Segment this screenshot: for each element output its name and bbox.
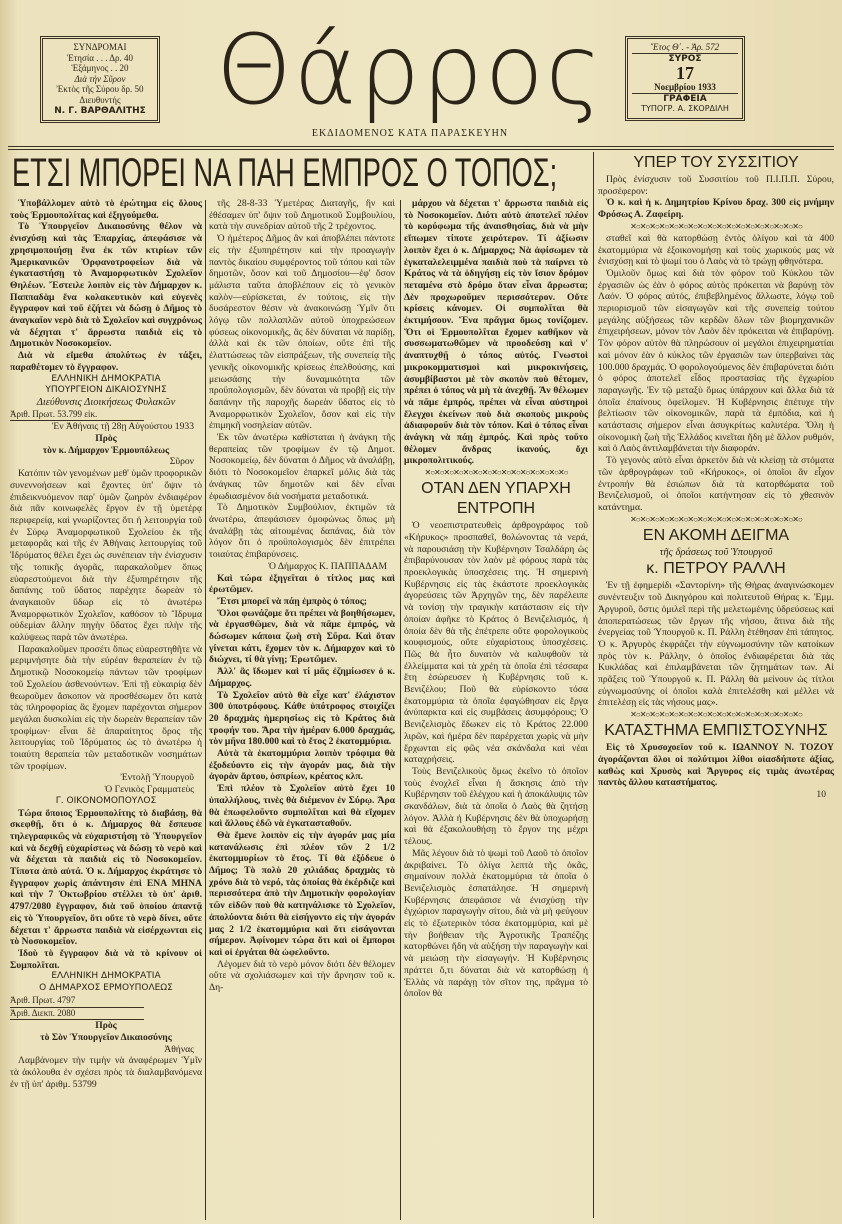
ornamental-divider: ✕○✕○✕○✕○✕○✕○✕○✕○✕○✕○✕○✕○✕○✕○✕○✕○✕○✕○ [630,710,802,720]
right-aligned-line: 10 [816,788,826,800]
column-divider [400,200,401,1220]
section-heading: κ. ΠΕΤΡΟΥ ΡΑΛΛΗ [646,560,786,578]
director-name: Ν. Γ. ΒΑΡΘΑΛΙΤΗΣ [54,106,146,116]
section-heading: ΚΑΤΑΣΤΗΜΑ ΕΜΠΙΣΤΟΣΥΝΗΣ [604,722,828,740]
offices-address: ΤΥΠΟΓΡ. Α. ΣΚΟΡΔΙΛΗ [641,104,729,113]
column-4 [598,152,834,801]
article-paragraph: τῆς 28-8-33 Ὑμετέρας Διαταγῆς, ἣν καὶ ἐθέσαμεν ὑπ' ὄψιν τοῦ Δημοτικοῦ Συμβουλίου, κατὰ τὴν συνεδρίαν αὐτοῦ τῆς 2 τρέχοντος. [209,198,395,233]
issue-month-year: Νοεμβρίου 1933 [632,82,738,94]
article-paragraph: Ὁ ἡμέτερος Δῆμος ἂν καὶ ἀποβλέπει πάντοτε εἰς τὴν ἐξυπηρέτησιν καὶ τὴν προαγωγὴν παντὸς δικαίου συμφέροντος τοῦ τόπου καὶ τῶν δημοτῶν, ὅσον καὶ τοῦ Δημοσίου—ἐφ' ὅσον μάλιστα ταῦτα ἀποβλέπουν εἰς τὸ γενικὸν καλὸν—εὑρίσκεται, ἐν τούτοις, εἰς τὴν δυσάρεστον θέσιν νὰ ἀνακοινώσῃ Ὑμῖν ὅτι λόγῳ τῶν πολλαπλῶν αὐτοῦ ὑποχρεώσεων φύσεως οἰκονομικῆς, ἃς δὲν δύναται νὰ παρίδῃ, ἀλλὰ καὶ ἐκ τῶν ὁποίων, οὔτε ἐπὶ τῆς ἐλαττώσεως τῶν εἰσπράξεων, τῆς συνεπείᾳ τῆς γενικῆς οἰκονομικῆς κρίσεως ἐπελθούσης, καὶ μειωσάσης τὴν δυναμικότητα τῶν προϋπολογισμῶν, δὲν δύναται νὰ προβῇ εἰς τὴν δαπάνην τῆς παροχῆς δωρεὰν ὕδατος εἰς τὸ Ἀναμορφωτικὸν Σχολεῖον, ὅσον καὶ εἰς τὴν ἐπιμηκῆ νοσηλείαν αὐτῶν. [209,233,395,432]
centered-line: ΕΛΛΗΝΙΚΗ ΔΗΜΟΚΡΑΤΙΑ [51,373,161,384]
section-heading: ΕΝ ΑΚΟΜΗ ΔΕΙΓΜΑ [642,526,790,544]
offices-label: ΓΡΑΦΕΙΑ [663,93,707,104]
right-aligned-line: Ἀθήνας [164,1043,194,1055]
main-headline: ΕΤΣΙ ΜΠΟΡΕΙ ΝΑ ΠΑΗ ΕΜΠΡΟΣ Ο ΤΟΠΟΣ; [12,151,558,195]
year-issue-number: Ἔτος Θ΄. - Ἀρ. 572 [632,42,738,54]
centered-bold-line: Πρὸς [95,1020,117,1032]
director-label: Διευθυντής [79,94,121,105]
subscriptions-heading: ΣΥΝΔΡΟΜΑΙ [73,42,127,52]
article-paragraph-bold: Τὸ Ὑπουργεῖον Δικαιοσύνης θέλον νὰ ἐνισχύσῃ καὶ τὰς Ἐπαρχίας, ἀπεφάσισε νὰ χρησιμοποιήσῃ ἕνα ἐκ τῶν κτιρίων τῶν Ἀμερικανικῶν Ὀρφανοτροφείων διὰ νὰ ἐγκαταστήσῃ τὸ Ἀναμορφωτικὸν Σχολεῖον Θηλέων. Ἔστειλε λοιπὸν εἰς τὸν Δήμαρχον κ. Παππαδὰμ ἕνα κολακευτικὸν καὶ εὐγενὲς ἔγγραφον καὶ τοῦ ἐζήτει νὰ δώσῃ ὁ Δῆμος τὸ ἀναγκαῖον νερὸ διὰ τὸ Σχολεῖον καὶ συγχρόνως νὰ δέχηται τ' ἄρρωστα παιδιὰ εἰς τὸ Δημοτικὸν Νοσοκομεῖον. [10,221,202,350]
article-paragraph: Τοὺς Βενιζελικοὺς ὅμως ἐκεῖνο τὸ ὁποῖον τοὺς ἐνοχλεῖ εἶναι ἡ ἄσκησις ἀπὸ τὴν Κυβέρνησιν τοῦ ἐλέγχου καὶ ἡ ἀποκάλυψις τῶν σκανδάλων, διὰ τὰ ὁποῖα ὁ Λαὸς θὰ ζητήσῃ λόγον. Ἀλλὰ ἡ Κυβέρνησις δὲν θὰ ὑποχωρήσῃ καὶ θὰ ἐξακολουθήσῃ τὸ ἔργον της μέχρι τέλους. [404,765,588,848]
right-aligned-line: Ὁ Γενικὸς Γραμματεὺς [104,784,194,796]
price-yearly: Ἐτησία . . . Δρ. 40 [66,52,134,63]
column-divider [593,152,594,1218]
price-half-year: Ἑξάμηνος . . 20 [71,63,129,73]
article-paragraph: Μᾶς λέγουν διὰ τὸ ψωμὶ τοῦ Λαοῦ τὸ ὁποῖον ἀκριβαίνει. Τὸ ὀλίγα λεπτὰ τῆς ὀκᾶς, σημαίνουν πολλὰ ἑκατομμύρια τὰ ὁποῖα ὁ Βενιζελισμὸς ἐσπατάλησε. Ἡ σημερινὴ Κυβέρνησις ἀπεφάσισε νὰ ἐνισχύσῃ τὴν ἐγχώριον παραγωγὴν σίτου, διὰ νὰ μὴ φεύγουν εἰς τὸ ἐξωτερικὸν τόσα ἑκατομμύρια, καὶ μὲ τὴν βοήθειαν τῆς Ἀγροτικῆς Τραπέζης κατορθώνει ἤδη νὰ αὐξήσῃ τὴν παραγωγὴν καὶ νὰ μειώσῃ τὴν εἰσαγωγήν. Ἡ Κυβέρνησις πράττει ὅ,τι δύναται διὰ νὰ κατορθώσῃ ἡ Ἑλλὰς νὰ παράγῃ τὸν σῖτον της, πρᾶγμα τὸ ὁποῖον θὰ [404,847,588,1000]
section-heading: ΥΠΕΡ ΤΟΥ ΣΥΣΣΙΤΙΟΥ [633,154,799,171]
ornamental-divider: ✕○✕○✕○✕○✕○✕○✕○✕○✕○✕○✕○✕○✕○✕○✕○ [424,468,568,478]
section-heading: ΟΤΑΝ ΔΕΝ ΥΠΑΡΧΗ ΕΝΤΡΟΠΗ [421,480,571,518]
article-paragraph-bold: Ἰδοὺ τὸ ἔγγραφον διὰ νὰ τὸ κρίνουν οἱ Συμπολῖται. [10,948,202,971]
right-aligned-line: Ἐντολῇ Ὑπουργοῦ [120,772,194,784]
issue-place: ΣΥΡΟΣ [668,53,702,64]
article-paragraph: Λαμβάνομεν τὴν τιμὴν νὰ ἀναφέρωμεν Ὑμῖν τὰ ἀκόλουθα ἐν σχέσει πρὸς τὰ διαλαμβανόμενα ἐν τῇ ὑπ' ἀριθμ. 53799 [10,1055,202,1090]
section-subheading: τῆς δράσεως τοῦ Ὑπουργοῦ [659,546,773,558]
article-paragraph: Ὁ νεοεπιστρατευθεὶς ἀρθρογράφος τοῦ «Κήρυκος» προσπαθεῖ, θολώνοντας τὰ νερά, νὰ παρουσιάσῃ τὴν Κυβέρνησιν Τσαλδάρη ὡς ἐπιβαρύνουσαν τὸν λαὸν μὲ φόρους παρὰ τὰς προεκλογικὰς ὑποσχέσεις της. Ἡ σημερινὴ Κυβέρνησις εἰς τὰς ἑκάστοτε προεκλογικὰς ἀγορεύσεις τῶν Ἀρχηγῶν της, δὲν παρέλειπε νὰ τονίσῃ τὴν τραγικὴν κατάστασιν εἰς τὴν ὁποίαν ἀφῆκε τὸ Κράτος ὁ Βενιζελισμός, ἡ ὁποία δὲν θὰ τῆς ἐπέτρεπε οὔτε φορολογικοὺς κουφισμούς, οὔτε εὐχαρίστους ὑποσχέσεις. Πῶς θὰ ἦτο δυνατὸν νὰ καλυφθοῦν τὰ ἐλλείμματα καὶ τὰ χρέη τὰ ὁποῖα ἐπὶ τέσσαρα ἔτη ἐσώρευσεν ἡ Κυβέρνησις τοῦ κ. Βενιζέλου; Ποῦ θὰ εὑρίσκοντο τόσα ἑκατομμύρια τὰ ὁποῖα ἐφαγώθησαν εἰς ἔργα ἀνύπαρκτα καὶ εἰς συμβάσεις ἀσυμφόρους; Ὁ Βενιζελισμὸς ἔδωκεν εἰς τὸ Κράτος 22.000 λιρῶν, καὶ ἡμέρα δὲν παρέρχεται χωρὶς νὰ μὴν ἔρχωνται εἰς φῶς νέα σκάνδαλα καὶ νέαι καταχρήσεις. [404,520,588,766]
section-subheading: Διεύθυνσις Διοικήσεως Φυλακῶν [36,396,176,408]
reference-number: Ἀριθ. Πρωτ. 53.799 εἰκ. [10,409,144,422]
article-paragraph-bold: Καὶ τώρα ἐξηγεῖται ὁ τίτλος μας καὶ ἐρωτῶμεν. [209,572,395,596]
article-paragraph: Παρακαλοῦμεν προσέτι ὅπως εὐαρεστηθῆτε νὰ μεριμνήσητε διὰ τὴν εὐρέαν θεραπείαν ἐν τῷ Δημοτικῷ Νοσοκομείῳ πάντων τῶν τροφίμων τοῦ Σχολείου ἀσθενούντων. Ἐπὶ τῇ εὐκαιρίᾳ δὲν θεωροῦμεν ἄσκοπον νὰ προσθέσωμεν ὅτι κατὰ τὰς πληροφορίας ἃς ἔχομεν παρέχονται σήμερον μεγάλαι δυσκολίαι εἰς τὴν δωρεὰν θεραπείαν τῶν τροφίμων· εἶναι δὲ ἀπαραίτητος ὅρος τῆς λειτουργίας τοῦ Ἱδρύματος ὡς τὸ ἀνωτέρω ἡ τοιαύτη θεραπεία τῶν μεταδοτικῶν νοσημάτων τῶν τροφίμων. [10,643,202,772]
centered-bold-line: Πρὸς [95,433,117,445]
price-outside: Ἐκτὸς τῆς Σύρου δρ. 50 [56,84,144,94]
article-paragraph: Τὸ γεγονὸς αὐτὸ εἶναι ἀρκετὸν διὰ νὰ κλείσῃ τὰ στόματα τῶν ἀρθρογράφων τοῦ «Κήρυκος», οἱ ὁποῖοι ἂν εἶχον ἐντροπήν θὰ ἐσιώπων διὰ τὰ κατορθώματα τοῦ Βενιζελισμοῦ, οἱ ὁποῖοι κατήντησαν εἰς τὸ χθεσινὸν κατάντημα. [598,455,834,513]
reference-number: Ἀριθ. Πρωτ. 4797 [10,995,144,1008]
article-paragraph: Ἐν τῇ ἐφημερίδι «Σαντορίνη» τῆς Θήρας ἀναγινώσκομεν συνέντευξιν τοῦ Δικηγόρου καὶ πολιτευτοῦ Θήρας κ. Ἐμμ. Ἀργυροῦ, ὅστις ὁμιλεῖ περὶ τῆς μελετωμένης ὑδρεύσεως καὶ ἀποπερατώσεως τῶν ἔργων τῆς νήσου, ἅτινα διὰ τῆς ἐνεργείας τοῦ Ὑπουργοῦ κ. Π. Ράλλη ἐτέθησαν ἐπὶ τάπητος. Ὁ κ. Ἀργυρὸς ἐκφράζει τὴν εὐγνωμοσύνην τῶν κατοίκων πρὸς τὸν κ. Ράλλην, ὁ ὁποῖος ἐνδιαφέρεται διὰ τὰς Κυκλάδας καὶ ἐπιλαμβάνεται τῶν ζητημάτων των. Αἱ πρᾶξεις τοῦ Ὑπουργοῦ κ. Π. Ράλλη θὰ μείνουν ὡς τίτλοι εὐγνωμοσύνης οἱ ὁποῖοι καλὰ ἐπιτελέσθη καὶ μέλλει νὰ ἐπιτελέσῃ εἰς τὰς νήσους μας». [598,580,834,709]
newspaper-subtitle: ΕΚΔΙΔΟΜΕΝΟΣ ΚΑΤΑ ΠΑΡΑΣΚΕΥΗΝ [311,128,509,139]
centered-line: ΕΛΛΗΝΙΚΗ ΔΗΜΟΚΡΑΤΙΑ [51,971,161,982]
article-paragraph-bold: Ὑποβάλλομεν αὐτὸ τὸ ἐρώτημα εἰς ὅλους τοὺς Ἑρμουπολίτας καὶ ἐξηγούμεθα. [10,198,202,221]
article-paragraph: Τὸ Δημοτικὸν Συμβούλιον, ἐκτιμῶν τὰ ἀνωτέρω, ἀπεφάσισεν ὁμοφώνως ὅπως μὴ ἀναλάβῃ τὰς αἰτουμένας δαπάνας, διὰ τὸν λόγον ὅτι ὁ προϋπολογισμὸς δὲν ἐπιτρέπει τοιαύτας ἐπιβαρύνσεις. [209,502,395,561]
issue-box [625,36,745,121]
article-paragraph-bold: Ἐπὶ πλέον τὸ Σχολεῖον αὐτὸ ἔχει 10 ὑπαλλήλους, τινὲς θὰ διέμενον ἐν Σύρῳ. Ἄρα θὰ ἐπωφελοῦντο συμπολῖται καὶ θὰ εἴχομεν καὶ ἄλλους ἐδῶ νὰ ἐγκατασταθοῦν. [209,783,395,830]
reference-number: Ἀριθ. Διεκπ. 2080 [10,1008,144,1021]
column-3 [404,198,588,1000]
right-aligned-line: Ἐν Ἀθήναις τῇ 28ῃ Αὐγούστου 1933 [52,421,194,433]
article-paragraph-bold: Τὸ Σχολεῖον αὐτὸ θὰ εἶχε κατ' ἐλάχιστον 300 ὑποτρόφους. Κάθε ὑπότροφος στοιχίζει 20 δραχμὰς ἡμερησίως εἰς τὸ Κράτος διὰ τροφήν του. Ἄρα τὴν ἡμέραν 6.000 δραχμάς, τὸν μῆνα 180.000 καὶ τὸ ἔτος 2 ἑκατομμύρια. [209,689,395,748]
ornamental-divider: ✕○✕○✕○✕○✕○✕○✕○✕○✕○✕○✕○✕○✕○✕○✕○✕○✕○✕○ [630,221,802,231]
issue-day: 17 [676,63,694,83]
article-paragraph-bold: Θὰ ἔμενε λοιπὸν εἰς τὴν ἀγοράν μας μία κατανάλωσις ἐπὶ πλέον τῶν 2 1/2 ἑκατομμυρίων τὸ ἔτος. Τί θὰ ἐξόδευε ὁ Δῆμος; Τὸ πολὺ 20 χιλιάδας δραχμὰς τὸ χρόνο διὰ τὸ νερό, τὰς ὁποίας θὰ ἐκέρδιζε καὶ περισσότερα ἀπὸ τὴν Δημοτικὴν φορολογίαν τῶν εἰδῶν ποὺ θὰ κατηνάλισκε τὸ Σχολεῖον, ἀπολύοντα διότι θὰ εἰσήγοντο εἰς τὴν ἀγοράν μας 2 1/2 ἑκατομμύρια καὶ ὅτι εἰσάγονται σήμερον. Ἀφίνομεν τώρα ὅτι καὶ οἱ ἔμποροι καὶ οἱ ἐργάται θὰ ὠφελοῦντο. [209,829,395,958]
article-paragraph-bold: Εἰς τὸ Χρυσοχοεῖον τοῦ κ. ΙΩΑΝΝΟΥ Ν. ΤΟΖΟΥ ἀγοράζονται ὅλοι οἱ πολύτιμοι λίθοι οἱασδήποτε ἀξίας, καθὼς καὶ Χρυσὸς καὶ Ἄργυρος εἰς τιμὰς ἀνωτέρας παντὸς ἄλλου καταστήματος. [598,742,834,789]
column-2 [209,198,395,994]
article-paragraph: Ἐκ τῶν ἀνωτέρω καθίσταται ἡ ἀνάγκη τῆς θεραπείας τῶν τροφίμων ἐν τῷ Δημοτ. Νοσοκομείῳ, δὲν δύναται ὁ Δῆμος νὰ ἀναλάβῃ, διότι τὸ Νοσοκομεῖον ἐπαρκεῖ μόλις διὰ τὰς ἀνάγκας τῶν δημοτῶν καὶ δὲν εἶναι ἐφωδιασμένον διὰ νοσήματα μεταδοτικά. [209,432,395,502]
masthead-rule [8,146,834,150]
newspaper-title: Θάρρος [216,14,604,126]
centered-line: Γ. ΟΙΚΟΝΟΜΟΠΟΥΛΟΣ [55,795,157,806]
subscriptions-box [40,36,160,123]
ornamental-divider: ✕○✕○✕○✕○✕○✕○✕○✕○✕○✕○✕○✕○✕○✕○✕○✕○✕○✕○ [630,514,802,524]
centered-line: Ο ΔΗΜΑΡΧΟΣ ΕΡΜΟΥΠΟΛΕΩΣ [39,983,173,994]
article-paragraph-bold: Διὰ νὰ εἴμεθα ἀπολύτως ἐν τάξει, παραθέτομεν τὸ ἔγγραφον. [10,350,202,373]
article-paragraph-bold: Αὐτὰ τὰ ἑκατομμύρια λοιπὸν τρόφιμα θὰ ἐξοδεύοντο εἰς τὴν ἀγοράν μας, διὰ τὴν ἀγορὰν ἄρτου, ὀσπρίων, κρέατος κλπ. [209,748,395,783]
article-paragraph: Κατόπιν τῶν γενομένων μεθ' ὑμῶν προφορικῶν συνεννοήσεων καὶ ἔχοντες ὑπ' ὄψιν τὸ ἐπιδεικνυόμενον παρ' ὑμῶν ζωηρὸν ἐνδιαφέρον διὰ πᾶν κοινωφελὲς ἔργον ἐν τῇ ὑμετέρᾳ περιφερείᾳ, καὶ γνωρίζοντες ὅτι ἡ λειτουργία τοῦ ἐν Σύρῳ Ἀναμορφωτικοῦ Σχολείου ἐκ τῆς μεταφορᾶς καὶ τῆς ἐν Ἀθήναις λειτουργίας τοῦ Ἱδρύματος θέλει ἔχει ὡς συνέπειαν τὴν ἐνίσχυσιν τῆς τοπικῆς ἀγορᾶς, παρακαλοῦμεν ὅπως εὐαρεστούμενοι διὰ τὴν ἐξυπηρέτησιν τῆς δαπάνης τοῦ ὕδατος παρέχητε δωρεὰν τὸ ἀναγκαιοῦν ὕδωρ εἰς τὸ ἀνωτέρω Ἀναμορφωτικὸν Σχολεῖον, καθόσον τὸ Ἵδρυμα οὐδεμίαν ἄλλην πηγὴν ὕδατος ἔχει πλὴν τῆς καλύψεως παρὰ τῶν ἀνωτέρω. [10,468,202,644]
article-paragraph: Ὁμιλοῦν ὅμως καὶ διὰ τὸν φόρον τοῦ Κύκλου τῶν ἐργασιῶν ὡς ἐὰν ὁ φόρος αὐτὸς πρόκειται νὰ βαρύνῃ τὸν Λαόν. Ὁ φόρος αὐτός, ἐπιβεβλημένος ἄλλωστε, λόγῳ τοῦ περιορισμοῦ τῶν εἰσαγωγῶν καὶ τῆς συνεπείᾳ τούτου μεγάλης αὐξήσεως τῶν κερδῶν ὅλων τῶν βιομηχανικῶν ἐπιχειρήσεων, μόνον τὸν Λαὸν δὲν πρόκειται νὰ ἐπιβαρύνῃ. Τὸν φόρον αὐτὸν θὰ πληρώσουν οἱ μεγάλοι ἐπιχειρηματίαι καὶ μόνον ἐὰν ὁ κύκλος τῶν ἐργασιῶν των ὑπερβαίνει τὰς 100.000 δραχμάς. Ὁ φορολογούμενος δὲν ἐπιβαρύνεται διότι ὁ φόρος ἀποτελεῖ εἶδος προστασίας τῆς ἐγχωρίου παραγωγῆς. Ἐν τῷ μεταξὺ ὅμως ὑπάρχουν καὶ ἄλλα διὰ τὰ ὁποῖα ἐπαίνους ὀφείλομεν. Ἡ Κυβέρνησις ἐπέτυχε τὴν βελτίωσιν τῶν οἰκονομικῶν, παρὰ τὰ ἐμπόδια, καὶ ἡ κατάστασις σήμερον εἶναι ἀσυγκρίτως καλυτέρα. Ὅλη ἡ οἰκονομικὴ ζωὴ τῆς Ἑλλάδος κινεῖται ἤδη μὲ ἄλλον ρυθμόν, καὶ ὁ Λαὸς ἀντιλαμβάνεται τὴν διαφοράν. [598,267,834,455]
article-paragraph-bold: Ὁ κ. καὶ ἡ κ. Δημητρίου Κρίνου δραχ. 300 εἰς μνήμην Φρόσως Α. Ζαφείρη. [598,197,834,221]
article-paragraph-bold: μάρχου νὰ δέχεται τ' ἄρρωστα παιδιὰ εἰς τὸ Νοσοκομεῖον. Διότι αὐτὸ ἀποτελεῖ πλέον τὸ κορύφωμα τῆς ἀναισθησίας, διὰ νὰ μὴν εἴπωμεν τίποτε χειρότερον. Τί ἀξίωσιν λοιπὸν ἔχει ὁ κ. Δήμαρχος; Νὰ ἀφίσωμεν τὰ ἐγκαταλελειμμένα παιδιὰ ποὺ τὰ παίρνει τὸ Κράτος νὰ τὰ ὁδηγήσῃ εἰς τὸν ἴσιον δρόμον πεταμένα στὸ δρόμο ὅταν εἶναι ἄρρωστα; Δὲν προχωροῦμεν περισσότερον. Οὔτε κρίσεις κάνομεν. Οἱ συμπολῖται θὰ ἐκτιμήσουν. Ἕνα πρᾶγμα ὅμως τονίζομεν. Ὅτι οἱ Ἑρμουπολῖται ἔχομεν καθῆκον νὰ συσσωματωθῶμεν νὰ προοδεύσῃ καὶ ν' ἀναπτυχθῇ ὁ τόπος αὐτός. Γνωστοὶ μικροκομματισμοὶ καὶ μικροκινήσεις, ἀσυμβίβαστοι μὲ τὸν σκοπὸν ποὺ θέτομεν, πρέπει ὁ τόπος νὰ μὴ τὰ ἀνεχθῇ. Ἂν θέλωμεν νὰ πᾶμε ἐμπρός, πρέπει νὰ εἶναι αὐστηροὶ ἔλεγχοι ἐκείνων ποὺ διὰ σκοποὺς μικροὺς ἀδιαφοροῦν διὰ τὸν τόπον. Καὶ ὁ τόπος εἶναι ἀνάγκη νὰ πάῃ ἐμπρός. Καὶ πρὸς τοῦτο θέλομεν ἄνδρας ἱκανούς, ὄχι μικροπολιτικούς. [404,198,588,467]
column-divider [205,200,206,1220]
centered-line: ΥΠΟΥΡΓΕΙΟΝ ΔΙΚΑΙΟΣΥΝΗΣ [45,385,167,396]
centered-bold-line: τὸν κ. Δήμαρχον Ἑρμουπόλεως [42,444,170,456]
article-paragraph: Λέγομεν διὰ τὸ νερὸ μόνον διότι δὲν θέλομεν οὔτε νὰ σχολιάσωμεν καὶ τὴν ἄρνησιν τοῦ κ. Δη- [209,958,395,994]
for-syros: Διὰ τὴν Σῦρον [74,73,126,84]
right-aligned-line: Ὁ Δήμαρχος Κ. ΠΑΠΠΑΔΑΜ [268,560,387,572]
article-paragraph-bold: Ἔτσι μπορεῖ νὰ πάῃ ἐμπρὸς ὁ τόπος; [217,595,367,607]
article-paragraph: σταθεῖ καὶ θὰ κατορθώσῃ ἐντὸς ὀλίγου καὶ τὰ 400 ἑκατομμύρια νὰ ἐξοικονομήσῃ καὶ τοὺς χωρικούς μας νὰ ἐνισχύσῃ καὶ τὸ ψωμί του ὁ Λαὸς νὰ τὸ τρώγῃ φθηνότερα. [598,232,834,268]
article-paragraph: Πρὸς ἐνίσχυσιν τοῦ Συσσιτίου τοῦ Π.Ι.Π.Π. Σύρου, προσέφερον: [598,174,834,197]
right-aligned-line: Σῦρον [169,456,194,468]
article-paragraph-bold: Ἀλλ' ἂς ἴδωμεν καὶ τί μᾶς ἐζημίωσεν ὁ κ. Δήμαρχος. [209,666,395,689]
article-paragraph-bold: Ὅλοι φωνάζομε ὅτι πρέπει νὰ βοηθήσωμεν, νὰ ἐργασθῶμεν, διὰ νὰ πᾶμε ἐμπρός, νὰ δώσωμεν κάποια ζωὴ στὴ Σῦρα. Καὶ ὅταν γίνεται κάτι, ἔχομεν τὸν κ. Δήμαρχον καὶ τὸ διώχνει, τί θὰ γίνῃ; Ἐρωτῶμεν. [209,607,395,666]
column-1 [10,198,202,1090]
centered-bold-line: τὸ Σὸν Ὑπουργεῖον Δικαιοσύνης [40,1031,172,1043]
article-paragraph-bold: Τώρα ὅποιος Ἑρμουπολίτης τὸ διαβάσῃ, θὰ σκεφθῇ, ὅτι ὁ κ. Δήμαρχος θὰ ἔσπευσε τηλεγραφικῶς νὰ εὐχαριστήσῃ τὸ Ὑπουργεῖον καὶ νὰ δεχθῇ εὐχαρίστως νὰ δώσῃ τὸ νερὸ καὶ νὰ δέχεται τὰ παιδιὰ εἰς τὸ Νοσοκομεῖον. Τίποτα ἀπὸ αὐτά. Ὁ κ. Δήμαρχος ἐκράτησε τὸ ἔγγραφον χωρὶς ἀπάντησιν ἐπὶ ΕΝΑ ΜΗΝΑ καὶ τὴν 7 Ὀκτωβρίου στέλλει τὸ ὑπ' ἀριθ. 4797/2080 ἔγγραφον, διὰ τοῦ ὁποίου ἀπαντᾷ εἰς τὸ Ὑπουργεῖον, ὅτι οὔτε τὸ νερὸ δίνει, οὔτε δέχεται τ' ἄρρωστα παιδιὰ νὰ εἰσέρχωνται εἰς τὸ Νοσοκομεῖον. [10,807,202,948]
